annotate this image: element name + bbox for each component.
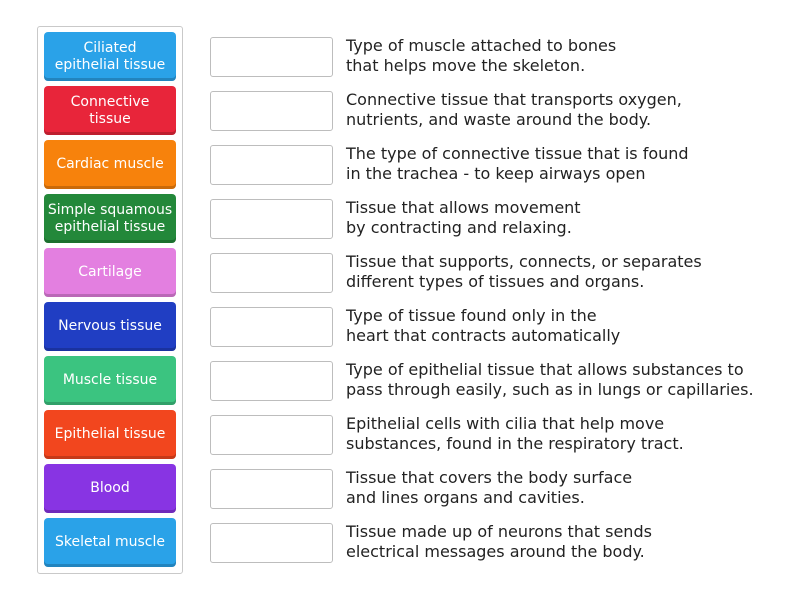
- definition-text: Type of epithelial tissue that allows substances to pass through easily, such as in lungs or capillaries.: [346, 360, 754, 399]
- answer-tile[interactable]: Epithelial tissue: [44, 410, 176, 459]
- drop-slot[interactable]: [210, 415, 333, 455]
- definition-text: Connective tissue that transports oxygen, nutrients, and waste around the body.: [346, 90, 682, 129]
- definition-text: Tissue that covers the body surface and lines organs and cavities.: [346, 468, 633, 507]
- drop-slot[interactable]: [210, 361, 333, 401]
- answer-tile[interactable]: Cardiac muscle: [44, 140, 176, 189]
- definition-text: Tissue that allows movement by contracting and relaxing.: [346, 198, 581, 237]
- drop-slot[interactable]: [210, 523, 333, 563]
- answer-tile[interactable]: Nervous tissue: [44, 302, 176, 351]
- drop-slot[interactable]: [210, 253, 333, 293]
- definition-text: Type of tissue found only in the heart that contracts automatically: [346, 306, 621, 345]
- answer-tile[interactable]: Cartilage: [44, 248, 176, 297]
- drop-slot[interactable]: [210, 37, 333, 77]
- drop-slot[interactable]: [210, 469, 333, 509]
- definition-text: Type of muscle attached to bones that helps move the skeleton.: [346, 36, 617, 75]
- drop-slot[interactable]: [210, 307, 333, 347]
- drop-slot[interactable]: [210, 199, 333, 239]
- answer-tile[interactable]: Skeletal muscle: [44, 518, 176, 567]
- answer-tile[interactable]: Muscle tissue: [44, 356, 176, 405]
- answer-tile[interactable]: Ciliated epithelial tissue: [44, 32, 176, 81]
- drop-slot[interactable]: [210, 91, 333, 131]
- answer-tile[interactable]: Connective tissue: [44, 86, 176, 135]
- drop-slot[interactable]: [210, 145, 333, 185]
- definition-text: Epithelial cells with cilia that help move substances, found in the respiratory tract.: [346, 414, 684, 453]
- answer-tile[interactable]: Simple squamous epithelial tissue: [44, 194, 176, 243]
- definition-text: Tissue made up of neurons that sends electrical messages around the body.: [346, 522, 652, 561]
- definition-text: Tissue that supports, connects, or separates different types of tissues and organs.: [346, 252, 702, 291]
- answer-tile[interactable]: Blood: [44, 464, 176, 513]
- definition-text: The type of connective tissue that is found in the trachea - to keep airways open: [346, 144, 689, 183]
